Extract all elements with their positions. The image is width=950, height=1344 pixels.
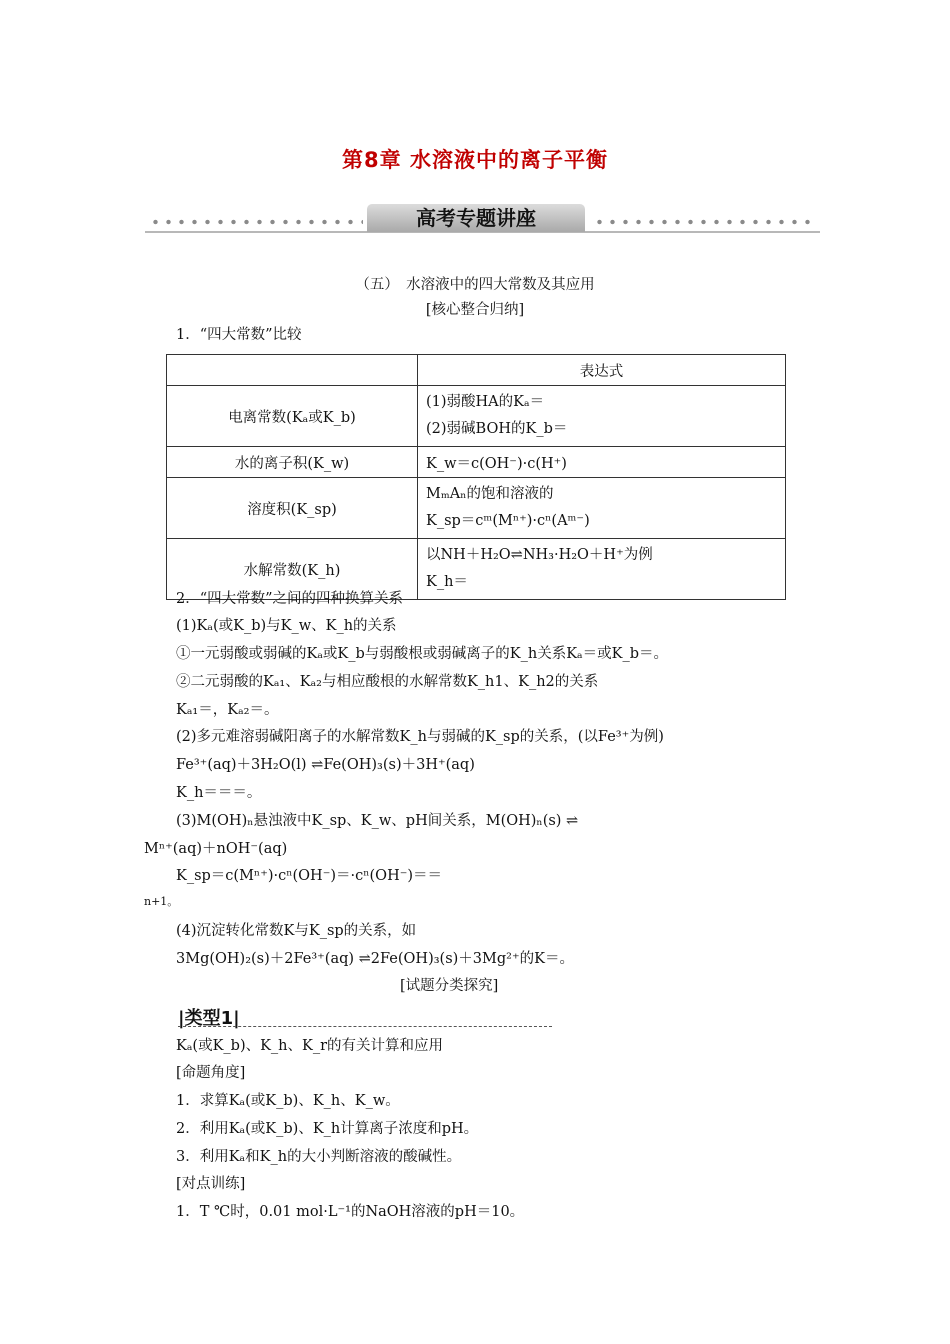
table-header-row [167,355,786,386]
angle-item: 2．利用Kₐ(或K_b)、K_h计算离子浓度和pH。 [176,1121,479,1137]
text-line: Fe³⁺(aq)＋3H₂O(l) ⇌Fe(OH)₃(s)＋3H⁺(aq) [176,757,475,773]
banner-label: 高考专题讲座 [367,204,585,232]
text-line: (3)M(OH)ₙ悬浊液中K_sp、K_w、pH间关系，M(OH)ₙ(s) ⇌ [176,813,579,829]
table-header-empty [167,355,418,386]
row-expression [418,447,786,478]
lecture-banner [145,204,820,234]
table-row [167,447,786,478]
type-1-title: Kₐ(或K_b)、K_h、K_r的有关计算和应用 [176,1038,444,1054]
row-expression [418,539,786,600]
text-line: ①一元弱酸或弱碱的Kₐ或K_b与弱酸根或弱碱离子的K_h关系Kₐ＝或K_b＝。 [176,646,668,662]
text-line: K_h＝＝＝。 [176,785,262,801]
type-1-dashed-rule [178,1026,552,1027]
text-line: Kₐ₁＝，Kₐ₂＝。 [176,702,279,718]
angle-label: [命题角度] [176,1065,246,1081]
subhead-core: [核心整合归纳] [425,302,525,318]
text-line: (4)沉淀转化常数K与K_sp的关系，如 [176,923,417,939]
expression-line: 以NH＋H₂O⇌NH₃·H₂O＋H⁺为例 [426,547,653,563]
text-line: (2)多元难溶弱碱阳离子的水解常数K_h与弱碱的K_sp的关系，(以Fe³⁺为例) [176,729,664,745]
section-title: （五） 水溶液中的四大常数及其应用 [355,277,595,293]
text-line: n+1。 [144,895,179,908]
row-name: 溶度积(K_sp) [167,478,418,539]
chapter-title: 第8章 水溶液中的离子平衡 [342,148,608,172]
text-line: 3Mg(OH)₂(s)＋2Fe³⁺(aq) ⇌2Fe(OH)₃(s)＋3Mg²⁺的K＝。 [176,951,574,967]
text-line: (1)Kₐ(或K_b)与K_w、K_h的关系 [176,618,397,634]
text-line: Mⁿ⁺(aq)＋nOH⁻(aq) [144,841,288,857]
row-name: 水解常数(K_h) [167,539,418,600]
constants-table [166,354,786,600]
expression-line: K_w＝c(OH⁻)·c(H⁺) [426,455,567,472]
row-expression [418,386,786,447]
table-row [167,478,786,539]
banner-dots-left [149,219,363,225]
practice-item-1: 1．T ℃时，0.01 mol·L⁻¹的NaOH溶液的pH＝10。 [176,1204,525,1220]
row-name: 电离常数(Kₐ或K_b) [167,386,418,447]
expression-line: K_h＝ [426,574,468,590]
expression-line: MₘAₙ的饱和溶液的 [426,486,554,502]
item-2-heading: 2．“四大常数”之间的四种换算关系 [176,591,404,607]
text-line: K_sp＝c(Mⁿ⁺)·cⁿ(OH⁻)＝·cⁿ(OH⁻)＝＝ [176,868,443,884]
row-name: 水的离子积(K_w) [167,447,418,478]
expression-line: (1)弱酸HA的Kₐ＝ [426,394,545,410]
text-line: ②二元弱酸的Kₐ₁、Kₐ₂与相应酸根的水解常数K_h1、K_h2的关系 [176,674,599,690]
banner-dots-right [593,219,817,225]
table-header-expression: 表达式 [418,355,786,386]
expression-line: (2)弱碱BOH的K_b＝ [426,421,568,437]
practice-label: [对点训练] [176,1176,246,1192]
item-1-heading: 1．“四大常数”比较 [176,327,302,343]
table-row [167,386,786,447]
angle-item: 1．求算Kₐ(或K_b)、K_h、K_w。 [176,1093,400,1109]
type-1-label: |类型1| [178,1008,240,1029]
angle-item: 3．利用Kₐ和K_h的大小判断溶液的酸碱性。 [176,1149,462,1165]
row-expression [418,478,786,539]
type-1-label-text: 类型1 [184,1008,234,1029]
subhead-explore: [试题分类探究] [400,978,499,994]
expression-line: K_sp＝cᵐ(Mⁿ⁺)·cⁿ(Aᵐ⁻) [426,513,590,529]
